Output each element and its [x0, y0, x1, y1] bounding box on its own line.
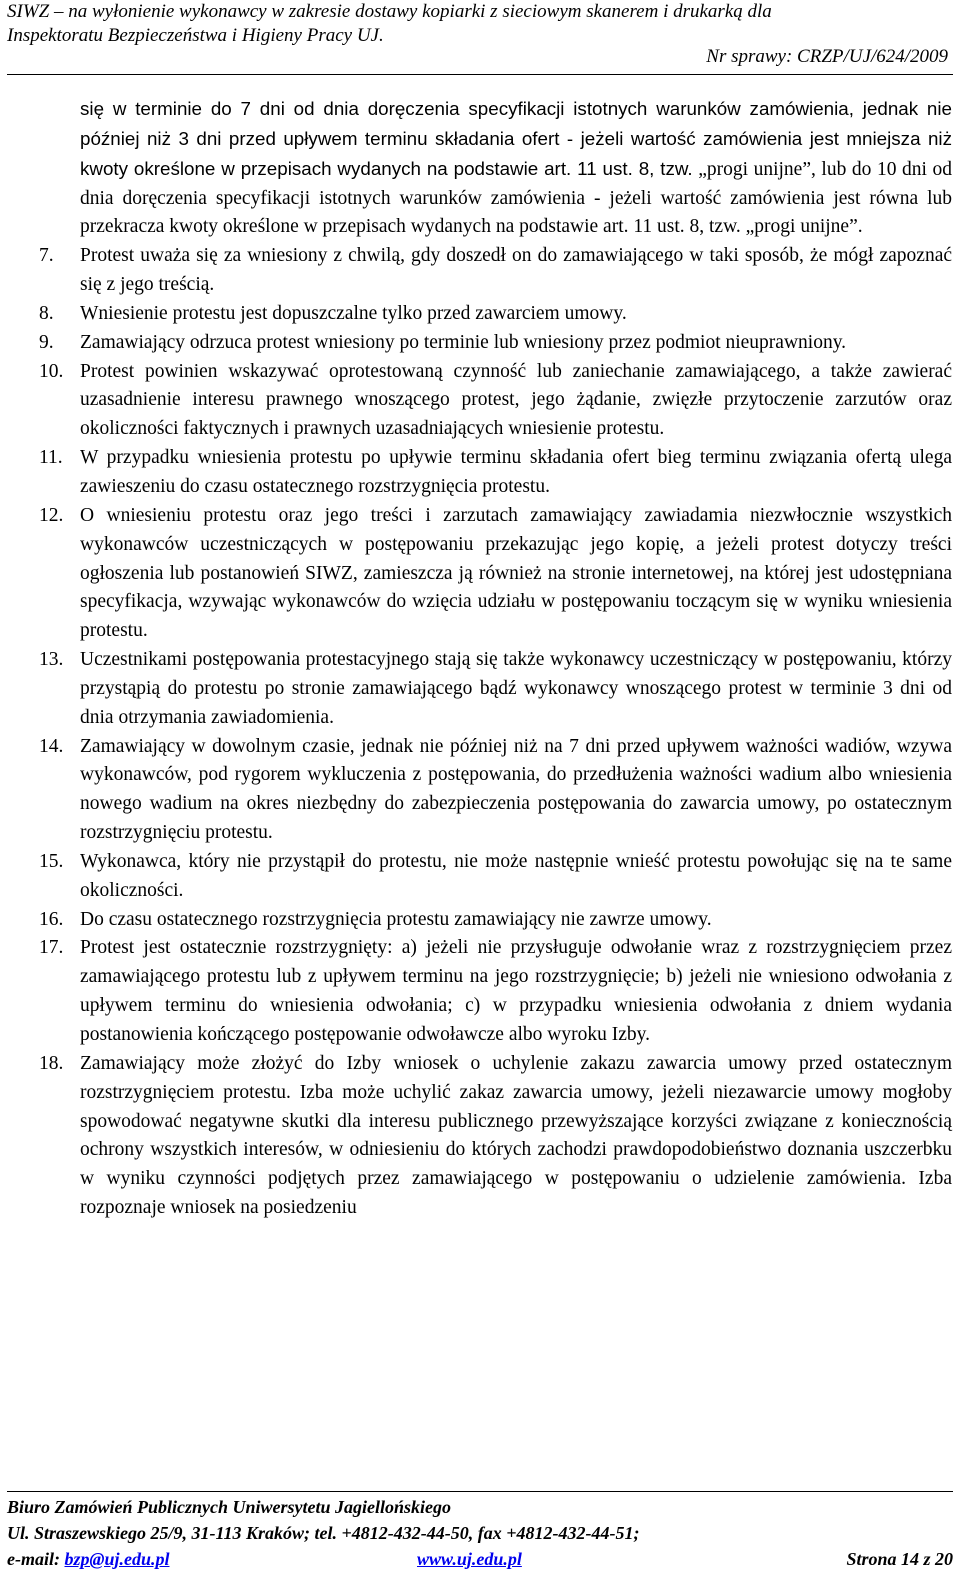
list-item-number: 18.: [39, 1052, 64, 1074]
list-item-text: Wykonawca, który nie przystąpił do protestu, nie może następnie wnieść protestu powołując się na te same okoliczności.: [80, 850, 952, 901]
list-item: [39, 358, 952, 445]
list-item: [39, 300, 952, 329]
email-link[interactable]: bzp@uj.edu.pl: [64, 1549, 170, 1569]
list-item-text: Zamawiający w dowolnym czasie, jednak nie później niż na 7 dni przed upływem ważności wadiów, wzywa wykonawców, pod rygorem wykluczenia z postępowania, do przedłużenia ważności wadium albo wniesienia nowego wadium na okres niezbędny do zabezpieczenia postępowania do zawarcia umowy, po ostatecznym rozstrzygnięciu protestu.: [80, 735, 952, 844]
email-label: e-mail:: [7, 1549, 65, 1569]
list-item-text: Uczestnikami postępowania protestacyjnego stają się także wykonawcy uczestniczący w postępowaniu, którzy przystąpią do protestu po stronie zamawiającego bądź wykonawcy wnoszącego protest w terminie 3 dni od dnia otrzymania zawiadomienia.: [80, 649, 952, 728]
footer-contact-row: [7, 1546, 953, 1572]
header-divider: [7, 74, 953, 75]
list-item: [39, 733, 952, 848]
list-item-text: Do czasu ostatecznego rozstrzygnięcia protestu zamawiający nie zawrze umowy.: [80, 908, 712, 930]
list-item-text: W przypadku wniesienia protestu po upływie terminu składania ofert bieg terminu związania ofertą ulega zawieszeniu do czasu ostatecznego rozstrzygnięcia protestu.: [80, 447, 952, 497]
page-number: Strona 14 z 20: [846, 1549, 953, 1569]
list-item-text: Wniesienie protestu jest dopuszczalne tylko przed zawarciem umowy.: [80, 302, 627, 324]
list-item-number: 16.: [39, 908, 64, 930]
list-item-text: Zamawiający może złożyć do Izby wniosek o uchylenie zakazu zawarcia umowy przed ostatecznym rozstrzygnięciem protestu. Izba może uchylić zakaz zawarcia umowy, jeżeli niezawarcie umowy mogłoby spowodować negatywne skutki dla interesu publicznego przewyższające korzyści związane z koniecznością ochrony wszystkich interesów, w odniesieniu do których zachodzi prawdopodobieństwo doznania uszczerbku w wyniku czynności podjętych przez zamawiającego w postępowaniu o udzielenie zamówienia. Izba rozpoznaje wniosek na posiedzeniu: [80, 1052, 952, 1219]
list-item-text: O wniesieniu protestu oraz jego treści i zarzutach zamawiający zawiadamia niezwłocznie wszystkich wykonawców uczestniczących w postępowaniu przekazując jego kopię, a jeżeli protest dotyczy treści ogłoszenia lub postanowień SIWZ, zamieszcza ją również na stronie internetowej, na której jest udostępniana specyfikacja, wzywając wykonawców do wzięcia udziału w postępowaniu toczącym się w wyniku wniesienia protestu.: [80, 504, 952, 642]
footer-divider: [7, 1491, 953, 1492]
list-item-number: 12.: [39, 504, 64, 526]
list-item-number: 13.: [39, 649, 64, 671]
footer-address: Ul. Straszewskiego 25/9, 31-113 Kraków; tel. +4812-432-44-50, fax +4812-432-44-51;: [7, 1523, 640, 1543]
header-title-line1: SIWZ – na wyłonienie wykonawcy w zakresie dostawy kopiarki z sieciowym skanerem i drukarką dla: [7, 1, 772, 22]
list-item-text: Zamawiający odrzuca protest wniesiony po terminie lub wniesiony przez podmiot nieuprawniony.: [80, 331, 847, 353]
continuation-text-sans: się w terminie do 7 dni od dnia doręczenia specyfikacji istotnych warunków zamówienia, jednak nie później niż 3 dni przed upływem terminu składania ofert - jeżeli wartość zamówienia jest mniejsza niż kwoty określone w przepisach wydanych na podstawie art. 11 ust. 8, tzw.: [80, 98, 952, 179]
list-item-number: 8.: [39, 302, 54, 324]
list-item-number: 9.: [39, 331, 54, 353]
list-item: [39, 1050, 952, 1223]
list-item-number: 17.: [39, 937, 64, 959]
continuation-text-serif: „progi unijne”, lub do 10 dni od dnia doręczenia specyfikacji istotnych warunków zamówienia - jeżeli wartość zamówienia jest równa lub przekracza kwoty określone w przepisach wydanych na podstawie art. 11 ust. 8, tzw. „progi unijne”.: [80, 158, 952, 238]
list-item: [39, 934, 952, 1049]
list-item: [39, 502, 952, 646]
case-number: Nr sprawy: CRZP/UJ/624/2009: [706, 46, 948, 67]
list-item-number: 7.: [39, 245, 54, 267]
list-item-number: 14.: [39, 735, 64, 757]
list-item: [39, 329, 952, 358]
list-item: [39, 242, 952, 300]
list-item-text: Protest uważa się za wniesiony z chwilą, gdy doszedł on do zamawiającego w taki sposób, że mógł zapoznać się z jego treścią.: [80, 245, 952, 296]
page-header: [7, 0, 953, 67]
website-link[interactable]: www.uj.edu.pl: [417, 1549, 522, 1569]
list-item: [39, 848, 952, 906]
list-item: [39, 444, 952, 502]
list-item-number: 11.: [39, 447, 63, 469]
list-item-text: Protest jest ostatecznie rozstrzygnięty: a) jeżeli nie przysługuje odwołanie wraz z rozstrzygnięciem przez zamawiającego protestu lub z upływem terminu na jego rozstrzygnięcie; b) jeżeli nie wniesiono odwołania z upływem terminu do wniesienia odwołania; c) w przypadku wniesienia odwołania z dniem wydania postanowienia kończącego postępowanie odwoławcze albo wyroku Izby.: [80, 937, 952, 1045]
footer-org: Biuro Zamówień Publicznych Uniwersytetu Jagiellońskiego: [7, 1497, 452, 1517]
document-body: [39, 95, 952, 1223]
list-item-number: 10.: [39, 360, 64, 382]
list-item-number: 15.: [39, 850, 64, 872]
list-item: [39, 646, 952, 733]
page-footer: [7, 1494, 953, 1572]
list-item-text: Protest powinien wskazywać oprotestowaną czynność lub zaniechanie zamawiającego, a także zawierać uzasadnienie interesu prawnego wnoszącego protest, jego żądanie, zwięzłe przytoczenie zarzutów oraz okoliczności faktycznych i prawnych uzasadniających wniesienie protestu.: [80, 360, 952, 440]
header-title-line2: Inspektoratu Bezpieczeństwa i Higieny Pracy UJ.: [7, 25, 384, 46]
list-item: [39, 906, 952, 935]
